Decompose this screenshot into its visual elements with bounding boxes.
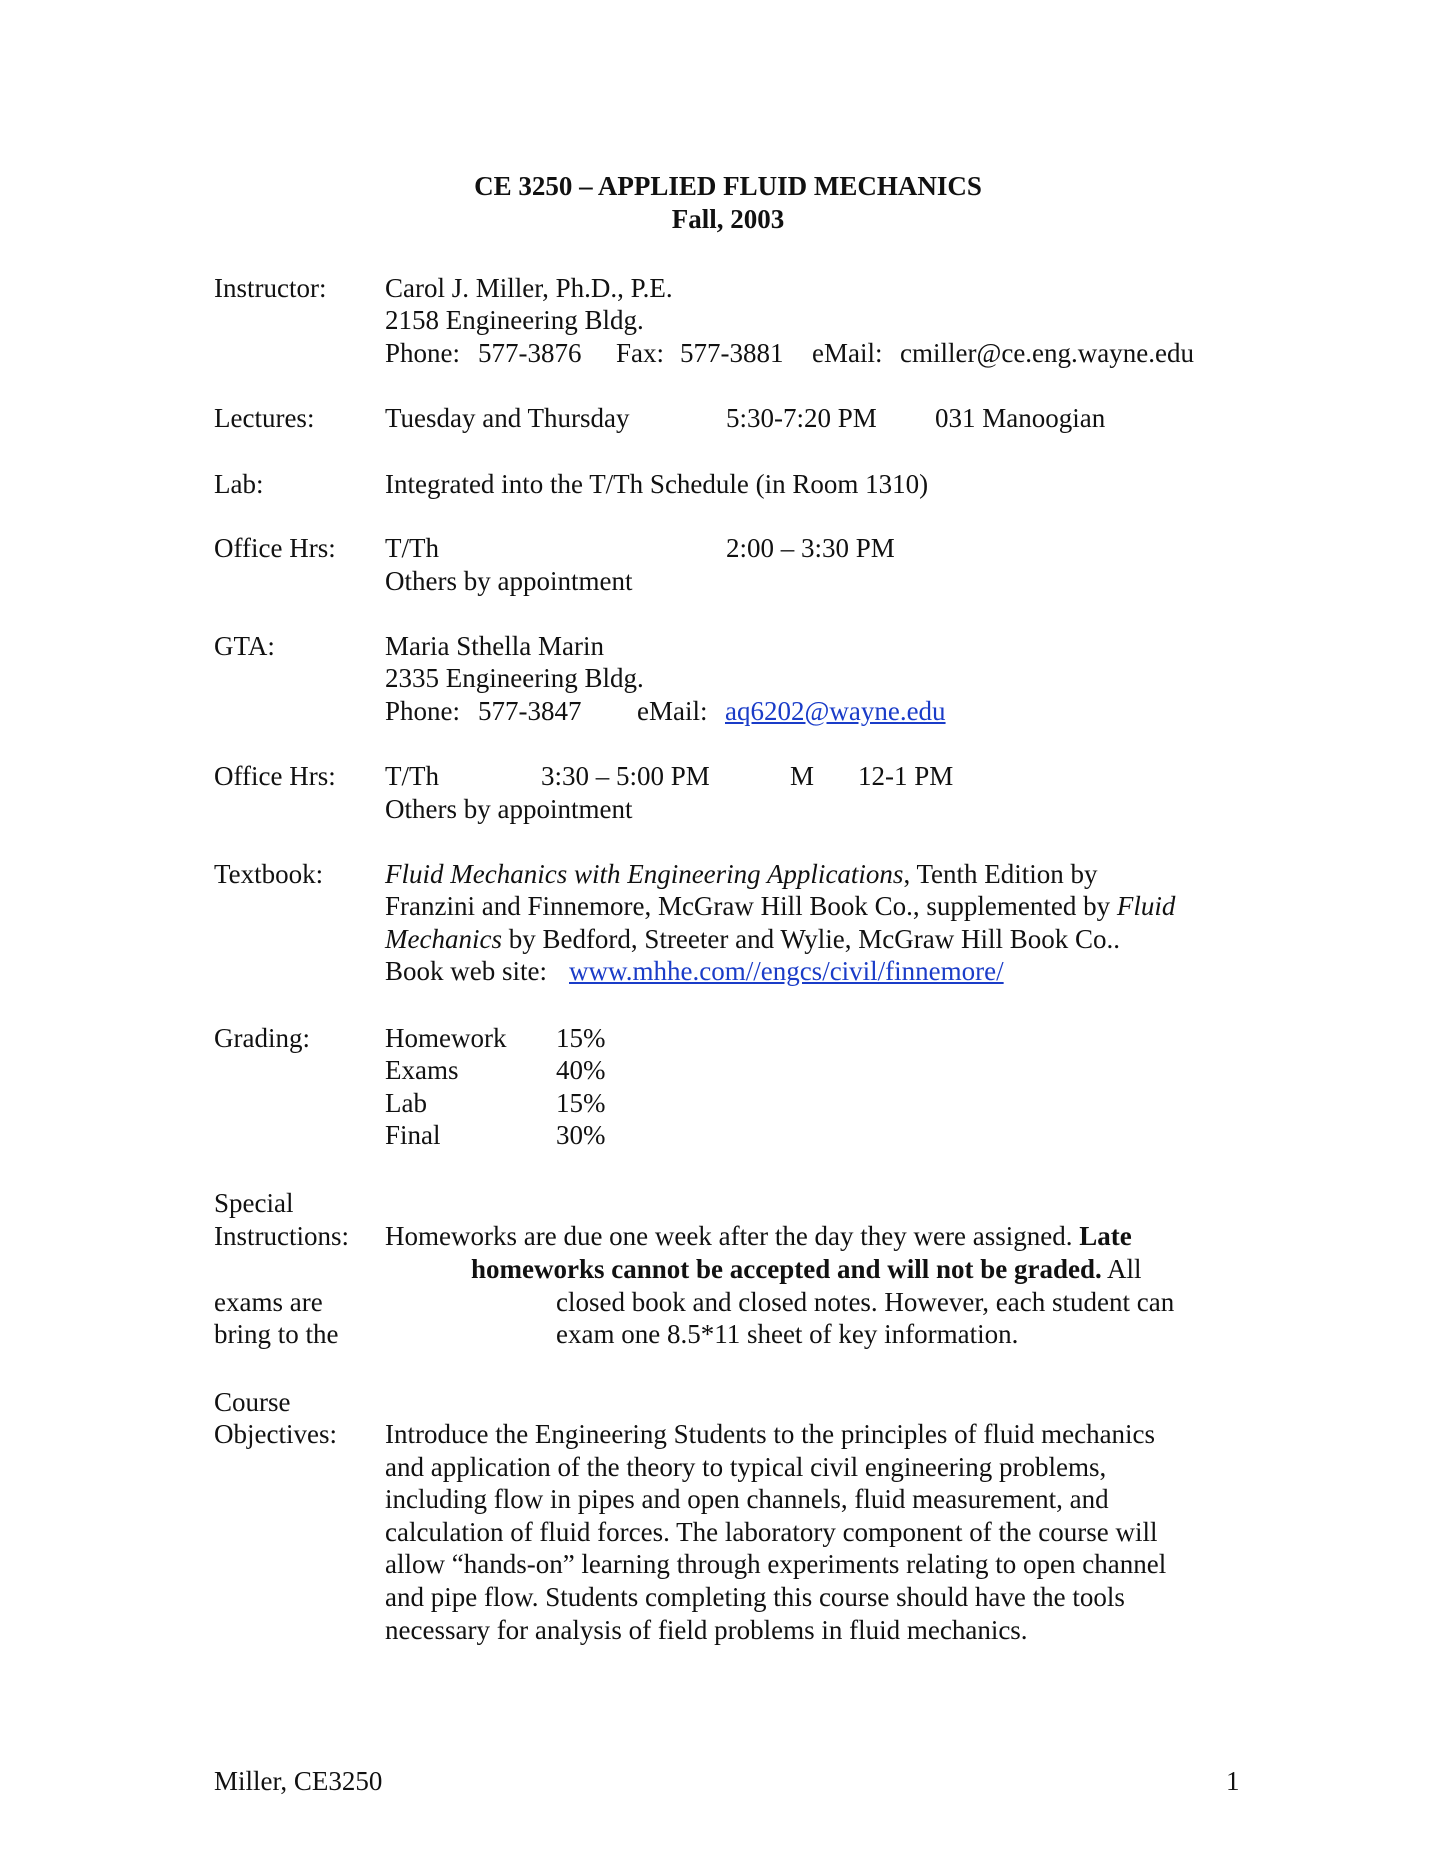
objectives-line: and application of the theory to typical civil engineering problems, bbox=[385, 1452, 1107, 1482]
special-label-line-2: Instructions: bbox=[214, 1221, 349, 1251]
textbook-authors: Franzini and Finnemore, McGraw Hill Book Co., supplemented by bbox=[385, 891, 1117, 921]
objectives-line: including flow in pipes and open channels, fluid measurement, and bbox=[385, 1484, 1109, 1514]
grading-item-name: Final bbox=[385, 1120, 441, 1150]
objectives-line: Introduce the Engineering Students to the principles of fluid mechanics bbox=[385, 1419, 1156, 1449]
textbook-line-3 bbox=[385, 923, 1120, 955]
lectures-room: 031 Manoogian bbox=[935, 403, 1106, 433]
grading-label: Grading: bbox=[214, 1023, 310, 1053]
objectives-line: allow “hands-on” learning through experiments relating to open channel bbox=[385, 1549, 1167, 1579]
textbook-line-1 bbox=[385, 858, 1098, 890]
instructor-fax: 577-3881 bbox=[680, 338, 784, 368]
textbook-edition: , Tenth Edition by bbox=[903, 859, 1098, 889]
special-left-bring: bring to the bbox=[214, 1319, 339, 1349]
gta-phone-label: Phone: bbox=[385, 696, 461, 726]
grading-item-pct: 15% bbox=[556, 1023, 606, 1053]
gta-label: GTA: bbox=[214, 631, 275, 661]
gta-email-label: eMail: bbox=[637, 696, 708, 726]
special-homework-due: Homeworks are due one week after the day they were assigned. bbox=[385, 1221, 1080, 1251]
special-late-policy-bold: homeworks cannot be accepted and will not be graded. bbox=[471, 1254, 1102, 1284]
lab-text: Integrated into the T/Th Schedule (in Room 1310) bbox=[385, 469, 929, 499]
office-hours-note: Others by appointment bbox=[385, 566, 633, 596]
lectures-label: Lectures: bbox=[214, 403, 315, 433]
textbook-title: Fluid Mechanics with Engineering Applications bbox=[385, 859, 904, 889]
instructor-email: cmiller@ce.eng.wayne.edu bbox=[900, 338, 1194, 368]
gta-office-hours-time2: 12-1 PM bbox=[858, 761, 954, 791]
textbook-label: Textbook: bbox=[214, 859, 324, 889]
instructor-name: Carol J. Miller, Ph.D., P.E. bbox=[385, 273, 673, 303]
special-label-line-1: Special bbox=[214, 1188, 294, 1218]
gta-office-hours-days: T/Th bbox=[385, 761, 439, 791]
special-line-2 bbox=[471, 1253, 1142, 1285]
textbook-line-2 bbox=[385, 890, 1175, 922]
office-hours-time: 2:00 – 3:30 PM bbox=[726, 533, 895, 563]
objectives-line: and pipe flow. Students completing this course should have the tools bbox=[385, 1582, 1125, 1612]
instructor-email-label: eMail: bbox=[812, 338, 883, 368]
gta-office: 2335 Engineering Bldg. bbox=[385, 663, 644, 693]
gta-office-hours-day2: M bbox=[790, 761, 815, 791]
document-title: CE 3250 – APPLIED FLUID MECHANICS bbox=[474, 171, 982, 201]
objectives-label-line-1: Course bbox=[214, 1387, 291, 1417]
instructor-fax-label: Fax: bbox=[616, 338, 665, 368]
grading-item-pct: 15% bbox=[556, 1088, 606, 1118]
instructor-phone: 577-3876 bbox=[478, 338, 582, 368]
gta-office-hours-label: Office Hrs: bbox=[214, 761, 336, 791]
lectures-days: Tuesday and Thursday bbox=[385, 403, 630, 433]
gta-email-link[interactable]: aq6202@wayne.edu bbox=[725, 696, 946, 726]
supplement-title-part-1: Fluid bbox=[1116, 891, 1176, 921]
special-left-exams: exams are bbox=[214, 1287, 323, 1317]
objectives-label-line-2: Objectives: bbox=[214, 1419, 337, 1449]
document-term: Fall, 2003 bbox=[671, 204, 785, 234]
gta-phone: 577-3847 bbox=[478, 696, 582, 726]
special-line-3: closed book and closed notes. However, each student can bbox=[556, 1287, 1175, 1317]
grading-item-name: Exams bbox=[385, 1055, 459, 1085]
office-hours-days: T/Th bbox=[385, 533, 439, 563]
book-site-label: Book web site: bbox=[385, 956, 547, 986]
gta-name: Maria Sthella Marin bbox=[385, 631, 604, 661]
special-line-1 bbox=[385, 1220, 1132, 1252]
gta-office-hours-time: 3:30 – 5:00 PM bbox=[541, 761, 710, 791]
instructor-office: 2158 Engineering Bldg. bbox=[385, 305, 644, 335]
grading-item-name: Homework bbox=[385, 1023, 507, 1053]
grading-item-pct: 40% bbox=[556, 1055, 606, 1085]
objectives-line: calculation of fluid forces. The laboratory component of the course will bbox=[385, 1517, 1158, 1547]
grading-item-name: Lab bbox=[385, 1088, 427, 1118]
office-hours-label: Office Hrs: bbox=[214, 533, 336, 563]
lectures-time: 5:30-7:20 PM bbox=[726, 403, 877, 433]
instructor-phone-label: Phone: bbox=[385, 338, 461, 368]
supplement-authors: by Bedford, Streeter and Wylie, McGraw Hill Book Co.. bbox=[501, 924, 1120, 954]
instructor-label: Instructor: bbox=[214, 273, 327, 303]
special-late-bold: Late bbox=[1079, 1221, 1132, 1251]
page-number: 1 bbox=[1226, 1766, 1240, 1796]
objectives-line: necessary for analysis of field problems in fluid mechanics. bbox=[385, 1615, 1028, 1645]
supplement-title-part-2: Mechanics bbox=[385, 924, 502, 954]
special-line-4: exam one 8.5*11 sheet of key information. bbox=[556, 1319, 1019, 1349]
special-all: All bbox=[1101, 1254, 1142, 1284]
book-site-link[interactable]: www.mhhe.com//engcs/civil/finnemore/ bbox=[569, 956, 1004, 986]
lab-label: Lab: bbox=[214, 469, 264, 499]
gta-office-hours-note: Others by appointment bbox=[385, 794, 633, 824]
grading-item-pct: 30% bbox=[556, 1120, 606, 1150]
footer-author: Miller, CE3250 bbox=[214, 1766, 383, 1796]
